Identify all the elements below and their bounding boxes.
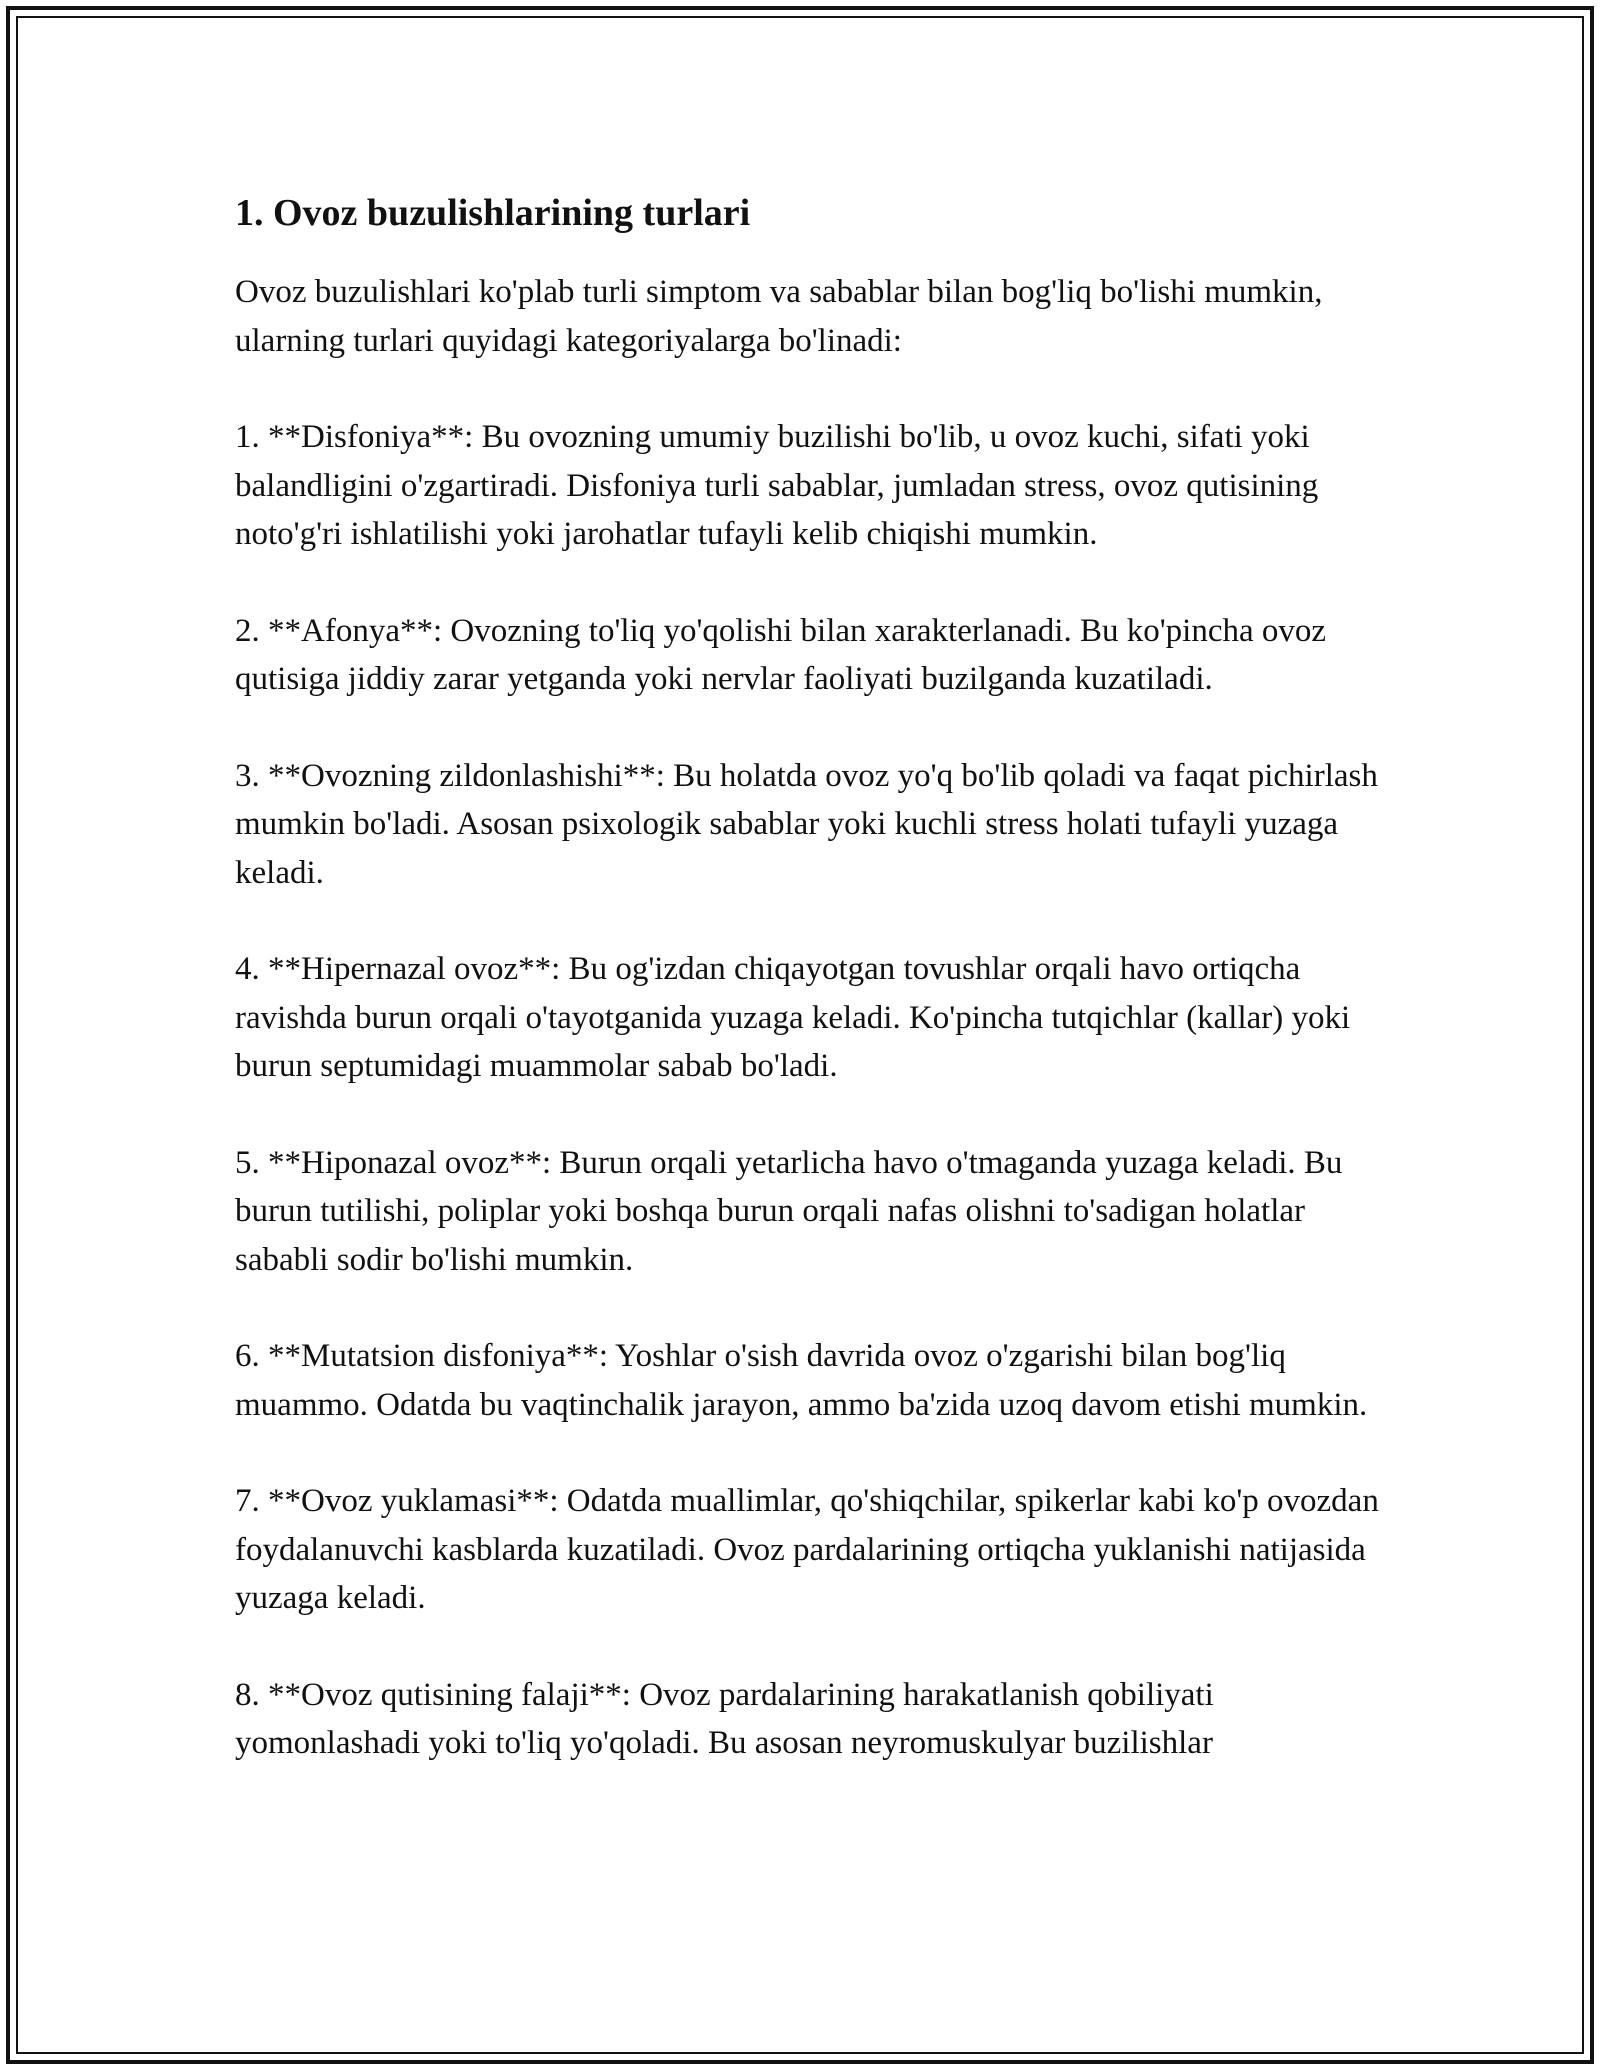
- list-item-falaji: 8. **Ovoz qutisining falaji**: Ovoz pardalarining harakatlanish qobiliyati yomonlashadi yoki to'liq yo'qoladi. Bu asosan neyromuskulyar buzilishlar: [235, 1676, 1214, 1761]
- list-item-afonya: 2. **Afonya**: Ovozning to'liq yo'qolishi bilan xarakterlanadi. Bu ko'pincha ovoz qutisiga jiddiy zarar yetganda yoki nervlar faoliyati buzilganda kuzatiladi.: [235, 612, 1327, 697]
- list-item-disfoniya: 1. **Disfoniya**: Bu ovozning umumiy buzilishi bo'lib, u ovoz kuchi, sifati yoki balandligini o'zgartiradi. Disfoniya turli sabablar, jumladan stress, ovoz qutisining noto'g'ri ishlatilishi yoki jarohatlar tufayli kelib chiqishi mumkin.: [235, 419, 1319, 552]
- section-heading: 1. Ovoz buzulishlarining turlari: [235, 192, 751, 234]
- list-item-mutatsion: 6. **Mutatsion disfoniya**: Yoshlar o'sish davrida ovoz o'zgarishi bilan bog'liq muammo. Odatda bu vaqtinchalik jarayon, ammo ba'zida uzoq davom etishi mumkin.: [235, 1338, 1368, 1423]
- list-item-hipernazal: 4. **Hipernazal ovoz**: Bu og'izdan chiqayotgan tovushlar orqali havo ortiqcha ravishda burun orqali o'tayotganida yuzaga keladi. Ko'pincha tutqichlar (kallar) yoki burun septumidagi muammolar sabab bo'ladi.: [235, 951, 1351, 1084]
- list-item-yuklamasi: 7. **Ovoz yuklamasi**: Odatda muallimlar, qo'shiqchilar, spikerlar kabi ko'p ovozdan foydalanuvchi kasblarda kuzatiladi. Ovoz pardalarining ortiqcha yuklanishi natijasida yuzaga keladi.: [235, 1483, 1379, 1616]
- list-item-hiponazal: 5. **Hiponazal ovoz**: Burun orqali yetarlicha havo o'tmaganda yuzaga keladi. Bu burun tutilishi, poliplar yoki boshqa burun orqali nafas olishni to'sadigan holatlar sababli sodir bo'lishi mumkin.: [235, 1144, 1343, 1278]
- document-body: [235, 186, 1380, 1816]
- list-item-zildonlashishi: 3. **Ovozning zildonlashishi**: Bu holatda ovoz yo'q bo'lib qoladi va faqat pichirlash mumkin bo'ladi. Asosan psixologik sabablar yoki kuchli stress holati tufayli yuzaga keladi.: [235, 757, 1378, 891]
- intro-paragraph: Ovoz buzulishlari ko'plab turli simptom va sabablar bilan bog'liq bo'lishi mumkin, ularning turlari quyidagi kategoriyalarga bo'linadi:: [235, 274, 1323, 359]
